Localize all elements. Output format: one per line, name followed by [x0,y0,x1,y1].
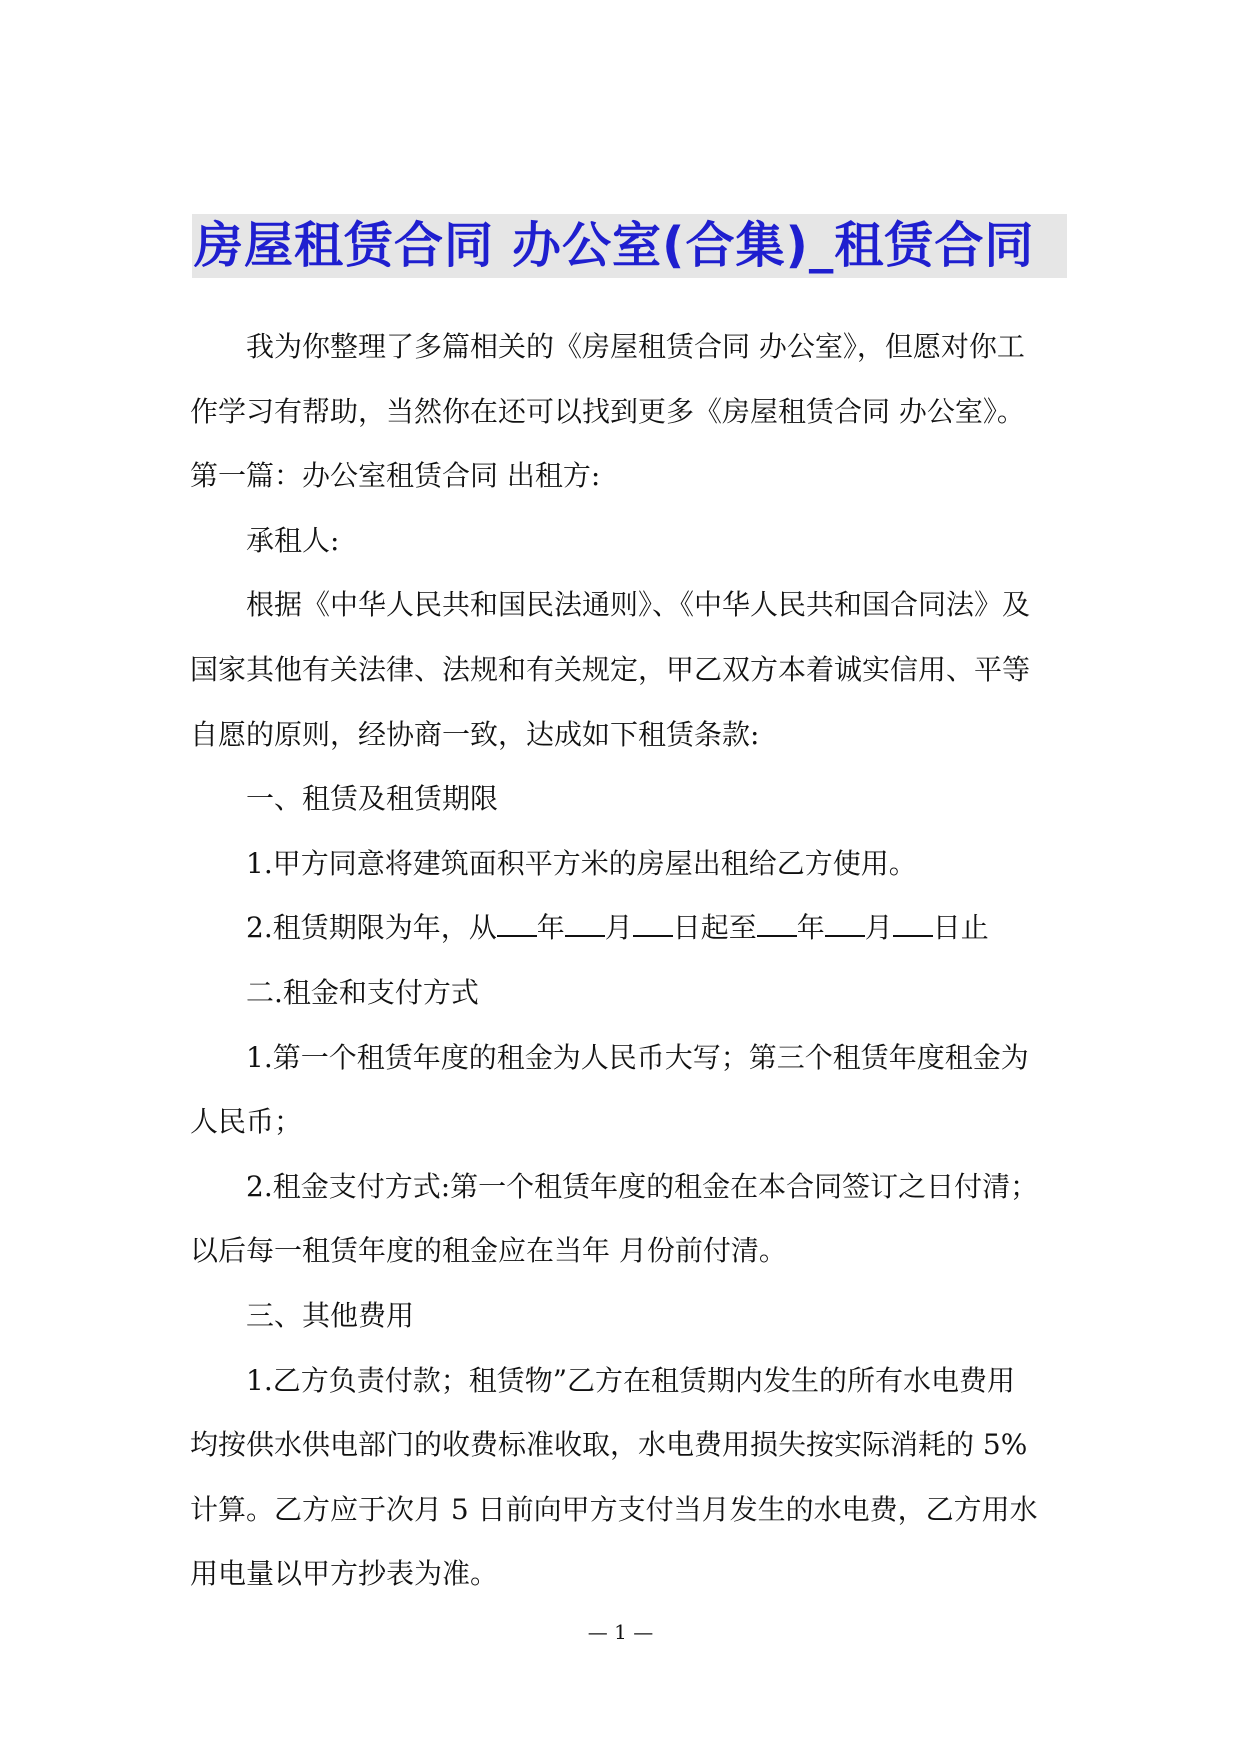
paragraph-line: 1.乙方负责付款；租赁物”乙方在租赁期内发生的所有水电费用 [246,1363,1016,1397]
lease-term-day2: 日止 [932,911,989,945]
page-number: — 1 — [587,1620,654,1644]
paragraph-line: 1.甲方同意将建筑面积平方米的房屋出租给乙方使用。 [246,846,917,880]
paragraph-line: 第一篇：办公室租赁合同 出租方: [190,459,601,493]
paragraph-line: 1.第一个租赁年度的租金为人民币大写；第三个租赁年度租金为 [246,1040,1029,1074]
paragraph-line: 作学习有帮助，当然你在还可以找到更多《房屋租赁合同 办公室》。 [190,394,1025,428]
paragraph-line: 根据《中华人民共和国民法通则》、《中华人民共和国合同法》及 [246,588,1031,622]
paragraph-line: 人民币； [190,1105,303,1139]
lease-term-line [190,896,1060,961]
paragraph-line: 承租人: [246,523,340,557]
paragraph-line: 自愿的原则，经协商一致，达成如下租赁条款: [190,717,760,751]
paragraph-line: 以后每一租赁年度的租金应在当年 月份前付清。 [190,1234,787,1268]
blank-month-end [825,913,865,937]
lease-term-month1: 月 [604,911,633,945]
blank-day-start [633,913,673,937]
paragraph-line: 2.租金支付方式:第一个租赁年度的租金在本合同签订之日付清； [246,1169,1039,1203]
paragraph-line: 三、其他费用 [246,1298,415,1332]
document-title: 房屋租赁合同 办公室(合集)_租赁合同 [194,217,1035,274]
paragraph-line: 用电量以甲方抄表为准。 [190,1557,499,1591]
lease-term-year1: 年 [536,911,565,945]
blank-year-end [757,913,797,937]
paragraph-line: 计算。乙方应于次月 5 日前向甲方支付当月发生的水电费，乙方用水 [190,1492,1038,1526]
blank-day-end [893,913,933,937]
paragraph-line: 我为你整理了多篇相关的《房屋租赁合同 办公室》，但愿对你工 [246,330,1025,363]
lease-term-month2: 月 [864,911,893,945]
lease-term-year2: 年 [796,911,825,945]
paragraph-line: 国家其他有关法律、法规和有关规定，甲乙双方本着诚实信用、平等 [190,652,1031,686]
lease-term-day1: 日起至 [672,911,757,945]
blank-year-start [497,913,537,937]
lease-term-prefix: 2.租赁期限为年，从 [246,911,497,945]
blank-month-start [565,913,605,937]
document-body [190,315,1060,1607]
paragraph-line: 二.租金和支付方式 [246,975,479,1009]
paragraph-line: 均按供水供电部门的收费标准收取，水电费用损失按实际消耗的 5% [190,1428,1028,1462]
paragraph-line: 一、租赁及租赁期限 [246,782,499,816]
